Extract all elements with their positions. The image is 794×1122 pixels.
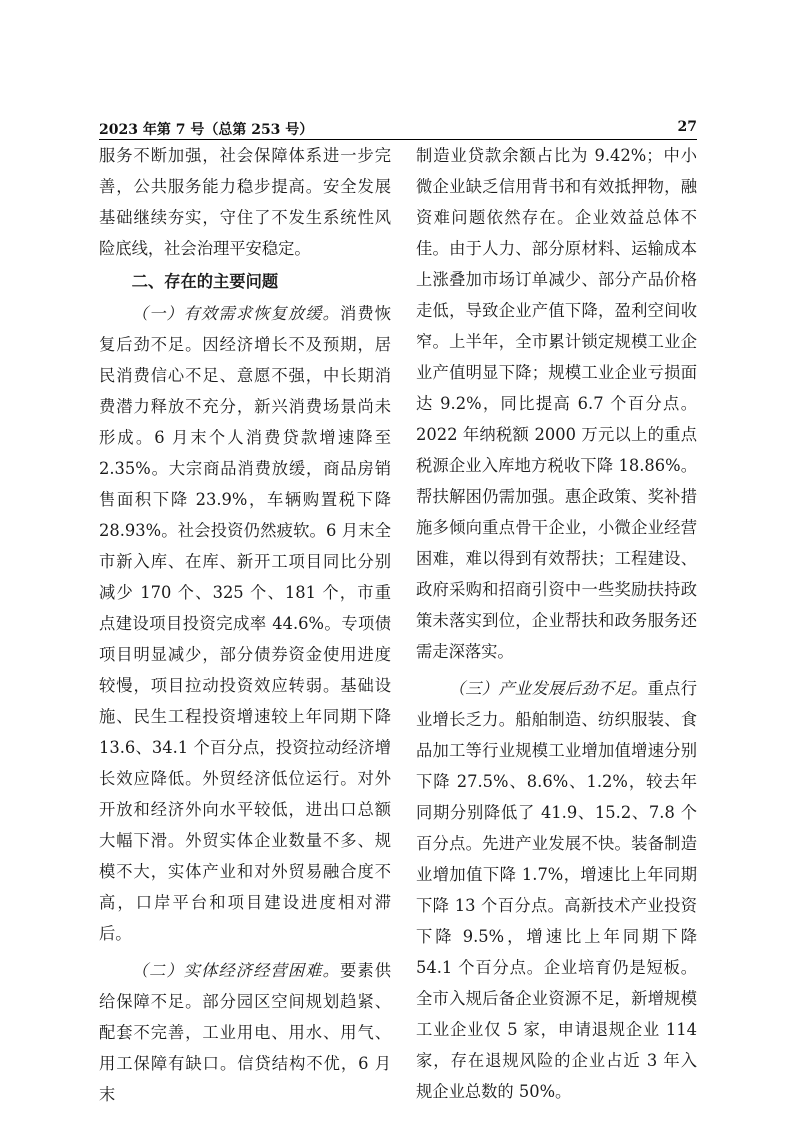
subsection-1-title: （一）有效需求恢复放缓。 [131, 304, 340, 323]
right-column [416, 140, 697, 1107]
subsection-3-body: 重点行业增长乏力。船舶制造、纺织服装、食品加工等行业规模工业增加值增速分别下降 27.5%、8.6%、1.2%，较去年同期分别降低了 41.9、15.2、7.8 个百分点。先进产业发展不快。装备制造业增加值下降 1.7%，增速比上年同期下降 13 个百分点。高新技术产业投资下降 9.5%，增速比上年同期下降 54.1 个百分点。企业培育仍是短板。全市入规后备企业资源不足，新增规模工业企业仅 5 家，申请退规企业 114 家，存在退规风险的企业占近 3 年入规企业总数的 50%。 [416, 679, 697, 1101]
continued-paragraph: 服务不断加强，社会保障体系进一步完善，公共服务能力稳步提高。安全发展基础继续夯实，守住了不发生系统性风险底线，社会治理平安稳定。 [99, 146, 391, 258]
continued-paragraph: 制造业贷款余额占比为 9.42%；中小微企业缺乏信用背书和有效抵押物，融资难问题依然存在。企业效益总体不佳。由于人力、部分原材料、运输成本上涨叠加市场订单减少、部分产品价格走低，导致企业产值下降，盈利空间收窄。上半年，全市累计锁定规模工业企业产值明显下降；规模工业企业亏损面达 9.2%，同比提高 6.7 个百分点。2022 年纳税额 2000 万元以上的重点税源企业入库地方税收下降 18.86%。帮扶解困仍需加强。惠企政策、奖补措施多倾向重点骨干企业，小微企业经营困难，难以得到有效帮扶；工程建设、政府采购和招商引资中一些奖励扶持政策未落实到位，企业帮扶和政务服务还需走深落实。 [416, 146, 697, 661]
issue-label: 2023 年第 7 号（总第 253 号） [99, 122, 314, 138]
page-header [99, 117, 697, 140]
subsection-2 [99, 955, 391, 1110]
section-heading: 二、存在的主要问题 [131, 272, 279, 291]
subsection-3 [416, 673, 697, 1107]
left-column [99, 140, 391, 1110]
subsection-3-title: （三）产业发展后劲不足。 [448, 679, 648, 698]
subsection-1-body: 消费恢复后劲不足。因经济增长不及预期，居民消费信心不足、意愿不强，中长期消费潜力释放不充分，新兴消费场景尚未形成。6 月末个人消费贷款增速降至 2.35%。大宗商品消费放缓，商品房销售面积下降 23.9%，车辆购置税下降 28.93%。社会投资仍然疲软。6 月末全市新入库、在库、新开工项目同比分别减少 170 个、325 个、181 个，市重点建设项目投资完成率 44.6%。专项债项目明显减少，部分债券资金使用进度较慢，项目拉动投资效应转弱。基础设施、民生工程投资增速较上年同期下降 13.6、34.1 个百分点，投资拉动经济增长效应降低。外贸经济低位运行。对外开放和经济外向水平较低，进出口总额大幅下滑。外贸实体企业数量不多、规模不大，实体产业和对外贸易融合度不高，口岸平台和项目建设进度相对滞后。 [99, 304, 391, 943]
subsection-2-body: 要素供给保障不足。部分园区空间规划趋紧、配套不完善，工业用电、用水、用气、用工保障有缺口。信贷结构不优，6 月末 [99, 961, 391, 1104]
page-number: 27 [677, 119, 697, 135]
subsection-1 [99, 298, 391, 949]
subsection-2-title: （二）实体经济经营困难。 [131, 961, 340, 980]
